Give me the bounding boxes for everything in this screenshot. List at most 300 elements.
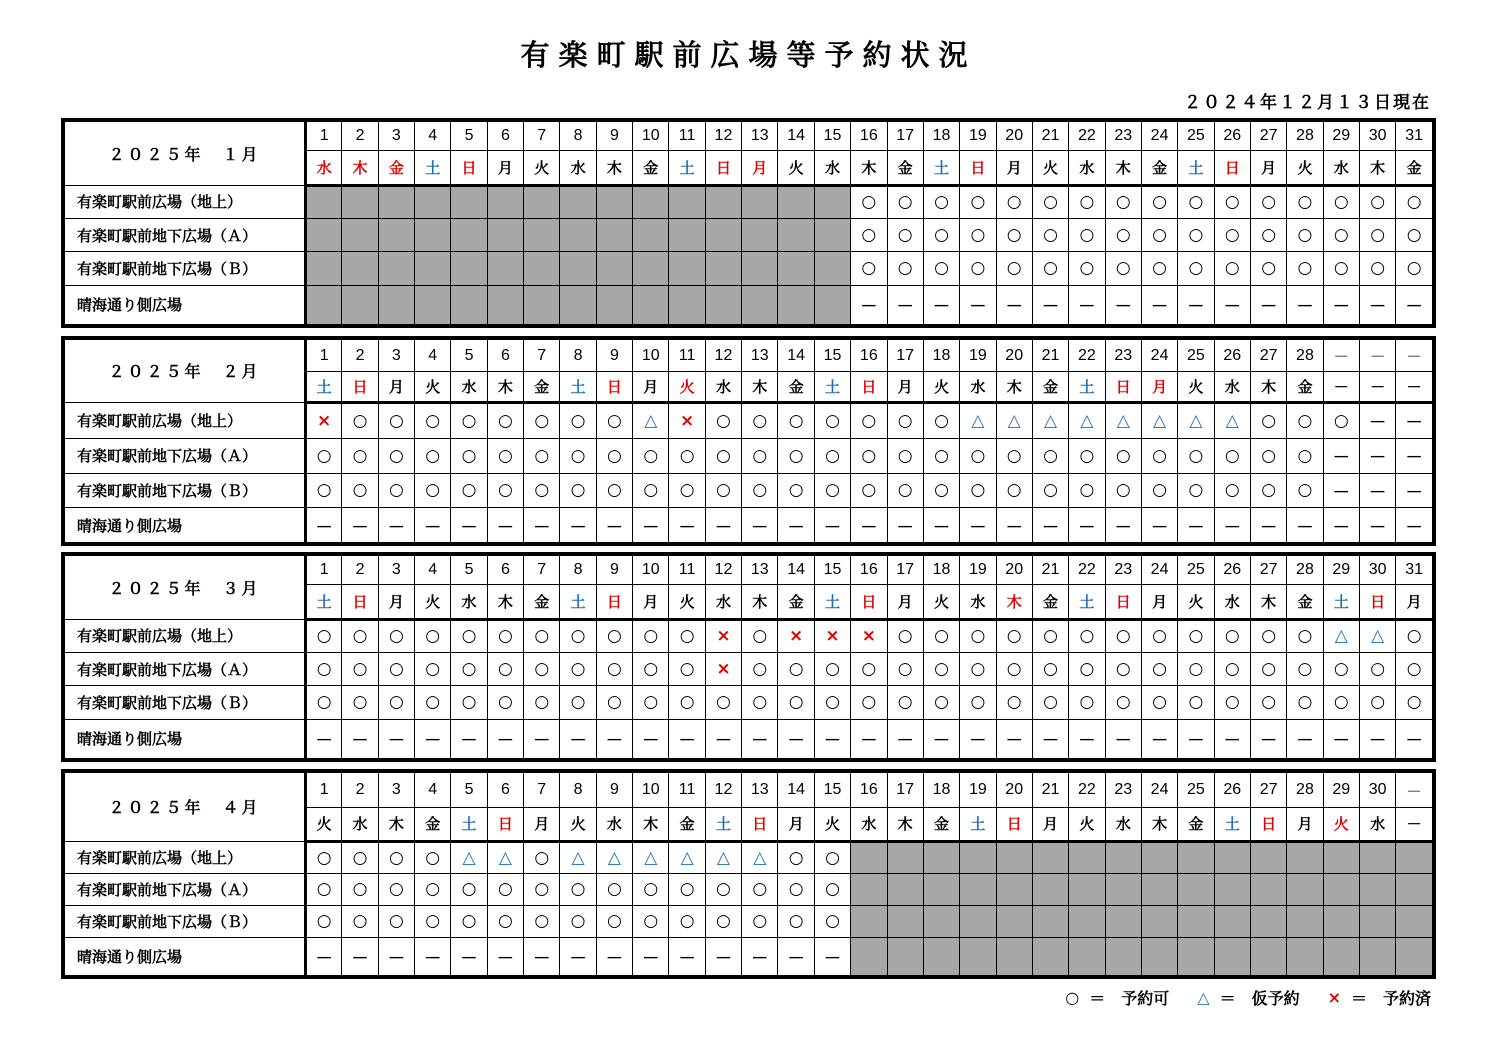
not-applicable-mark: － — [633, 719, 669, 758]
day-number: 18 — [923, 340, 959, 372]
weekday: 土 — [560, 372, 596, 403]
provisional-mark: △ — [705, 841, 741, 873]
available-mark: ○ — [487, 473, 523, 508]
venue-row — [65, 185, 1433, 218]
available-mark: ○ — [415, 619, 451, 652]
venue-label: 晴海通り側広場 — [65, 508, 306, 543]
unavailable-cell — [923, 938, 959, 976]
month-block — [61, 118, 1436, 328]
available-mark: ○ — [1032, 473, 1068, 508]
not-applicable-mark: － — [923, 508, 959, 543]
unavailable-cell — [851, 938, 887, 976]
unavailable-cell — [1287, 873, 1323, 905]
available-mark: ○ — [1250, 252, 1286, 285]
cross-icon: × — [1327, 988, 1341, 1007]
available-mark: ○ — [996, 438, 1032, 473]
page-title: 有楽町駅前広場等予約状況 — [520, 38, 977, 72]
available-mark: ○ — [1141, 619, 1177, 652]
available-mark: ○ — [1178, 252, 1214, 285]
provisional-mark: △ — [451, 841, 487, 873]
available-mark: ○ — [415, 841, 451, 873]
day-number: 26 — [1214, 340, 1250, 372]
not-applicable-mark: － — [487, 719, 523, 758]
available-mark: ○ — [1396, 686, 1433, 719]
available-mark: ○ — [742, 905, 778, 937]
day-number: 31 — [1396, 556, 1433, 585]
day-number: 8 — [560, 122, 596, 151]
day-number: 23 — [1105, 556, 1141, 585]
day-number: 10 — [633, 773, 669, 808]
available-mark: ○ — [306, 652, 342, 685]
unavailable-cell — [814, 285, 850, 324]
weekday: 土 — [814, 584, 850, 619]
weekday: 日 — [705, 150, 741, 185]
available-mark: ○ — [306, 473, 342, 508]
available-mark: ○ — [560, 402, 596, 438]
available-mark: ○ — [596, 686, 632, 719]
not-applicable-mark: － — [1178, 285, 1214, 324]
available-mark: ○ — [1250, 185, 1286, 218]
available-mark: ○ — [1214, 185, 1250, 218]
unavailable-cell — [342, 185, 378, 218]
day-number: 20 — [996, 340, 1032, 372]
not-applicable-mark: － — [560, 508, 596, 543]
unavailable-cell — [814, 252, 850, 285]
day-number: 8 — [560, 556, 596, 585]
weekday: 金 — [669, 808, 705, 842]
weekday: － — [1396, 808, 1433, 842]
weekday: 土 — [1069, 372, 1105, 403]
not-applicable-mark: － — [996, 285, 1032, 324]
available-mark: ○ — [633, 438, 669, 473]
available-mark: ○ — [705, 873, 741, 905]
circle-icon: ○ — [1065, 988, 1080, 1007]
available-mark: ○ — [960, 473, 996, 508]
not-applicable-mark: － — [923, 719, 959, 758]
day-number: 22 — [1069, 340, 1105, 372]
legend-booked — [1328, 986, 1431, 1009]
venue-label: 有楽町駅前地下広場（Ａ） — [65, 218, 306, 251]
not-applicable-mark: － — [1396, 285, 1433, 324]
month-label: ２０２５年 ３月 — [65, 556, 306, 620]
day-number: 11 — [669, 556, 705, 585]
available-mark: ○ — [1105, 686, 1141, 719]
available-mark: ○ — [1359, 218, 1395, 251]
day-number: 25 — [1178, 556, 1214, 585]
available-mark: ○ — [1105, 185, 1141, 218]
weekday: 水 — [814, 150, 850, 185]
provisional-mark: △ — [596, 841, 632, 873]
available-mark: ○ — [1214, 619, 1250, 652]
day-number: 13 — [742, 340, 778, 372]
available-mark: ○ — [342, 905, 378, 937]
day-number: 9 — [596, 340, 632, 372]
available-mark: ○ — [1105, 218, 1141, 251]
not-applicable-mark: － — [1396, 473, 1433, 508]
day-number: 1 — [306, 556, 342, 585]
available-mark: ○ — [1069, 619, 1105, 652]
available-mark: ○ — [451, 402, 487, 438]
weekday: 日 — [851, 372, 887, 403]
day-number: 2 — [342, 122, 378, 151]
unavailable-cell — [960, 905, 996, 937]
not-applicable-mark: － — [814, 508, 850, 543]
unavailable-cell — [378, 218, 414, 251]
available-mark: ○ — [778, 402, 814, 438]
day-number: － — [1323, 340, 1359, 372]
booked-mark: × — [851, 619, 887, 652]
available-mark: ○ — [996, 686, 1032, 719]
unavailable-cell — [1141, 938, 1177, 976]
available-mark: ○ — [415, 473, 451, 508]
month-table — [64, 121, 1433, 325]
day-number: 11 — [669, 773, 705, 808]
unavailable-cell — [669, 185, 705, 218]
weekday: 火 — [669, 372, 705, 403]
day-number: 25 — [1178, 340, 1214, 372]
weekday: 日 — [1105, 372, 1141, 403]
not-applicable-mark: － — [306, 938, 342, 976]
not-applicable-mark: － — [887, 508, 923, 543]
available-mark: ○ — [851, 252, 887, 285]
weekday: 水 — [1214, 372, 1250, 403]
weekday: － — [1359, 372, 1395, 403]
unavailable-cell — [1032, 873, 1068, 905]
available-mark: ○ — [1069, 473, 1105, 508]
weekday: 火 — [1323, 808, 1359, 842]
available-mark: ○ — [1396, 652, 1433, 685]
weekday: 金 — [415, 808, 451, 842]
available-mark: ○ — [814, 402, 850, 438]
available-mark: ○ — [705, 402, 741, 438]
available-mark: ○ — [1359, 652, 1395, 685]
provisional-mark: △ — [1141, 402, 1177, 438]
day-number: 28 — [1287, 122, 1323, 151]
not-applicable-mark: － — [1214, 508, 1250, 543]
venue-label: 晴海通り側広場 — [65, 285, 306, 324]
weekday: 金 — [378, 150, 414, 185]
not-applicable-mark: － — [851, 285, 887, 324]
unavailable-cell — [1250, 905, 1286, 937]
available-mark: ○ — [306, 841, 342, 873]
unavailable-cell — [415, 218, 451, 251]
not-applicable-mark: － — [1396, 508, 1433, 543]
available-mark: ○ — [1287, 686, 1323, 719]
weekday: 土 — [669, 150, 705, 185]
unavailable-cell — [633, 252, 669, 285]
not-applicable-mark: － — [342, 719, 378, 758]
not-applicable-mark: － — [778, 719, 814, 758]
unavailable-cell — [487, 218, 523, 251]
month-label: ２０２５年 ２月 — [65, 340, 306, 403]
day-number: 9 — [596, 122, 632, 151]
available-mark: ○ — [996, 652, 1032, 685]
not-applicable-mark: － — [1396, 719, 1433, 758]
weekday: 火 — [1178, 584, 1214, 619]
unavailable-cell — [778, 252, 814, 285]
available-mark: ○ — [1178, 686, 1214, 719]
available-mark: ○ — [342, 686, 378, 719]
day-number: 11 — [669, 122, 705, 151]
weekday: 日 — [1250, 808, 1286, 842]
unavailable-cell — [778, 218, 814, 251]
available-mark: ○ — [1032, 652, 1068, 685]
available-mark: ○ — [1105, 252, 1141, 285]
available-mark: ○ — [596, 402, 632, 438]
weekday: 月 — [1250, 150, 1286, 185]
unavailable-cell — [487, 285, 523, 324]
legend-available — [1065, 986, 1169, 1009]
not-applicable-mark: － — [560, 938, 596, 976]
unavailable-cell — [851, 873, 887, 905]
day-number: 28 — [1287, 556, 1323, 585]
day-number: 6 — [487, 556, 523, 585]
weekday: 日 — [1359, 584, 1395, 619]
weekday: 月 — [378, 584, 414, 619]
unavailable-cell — [705, 218, 741, 251]
not-applicable-mark: － — [306, 719, 342, 758]
available-mark: ○ — [1069, 218, 1105, 251]
available-mark: ○ — [960, 686, 996, 719]
day-number: 30 — [1359, 556, 1395, 585]
available-mark: ○ — [778, 652, 814, 685]
available-mark: ○ — [1250, 218, 1286, 251]
weekday: 水 — [596, 808, 632, 842]
available-mark: ○ — [1178, 619, 1214, 652]
not-applicable-mark: － — [669, 938, 705, 976]
provisional-mark: △ — [560, 841, 596, 873]
unavailable-cell — [669, 285, 705, 324]
not-applicable-mark: － — [378, 719, 414, 758]
weekday: 水 — [960, 584, 996, 619]
day-number: 6 — [487, 122, 523, 151]
unavailable-cell — [306, 252, 342, 285]
unavailable-cell — [1069, 873, 1105, 905]
weekday: 金 — [1032, 584, 1068, 619]
available-mark: ○ — [1141, 218, 1177, 251]
available-mark: ○ — [1069, 252, 1105, 285]
day-number: 9 — [596, 773, 632, 808]
weekday: 金 — [633, 150, 669, 185]
venue-label: 有楽町駅前広場（地上） — [65, 185, 306, 218]
day-number: 30 — [1359, 773, 1395, 808]
venue-row — [65, 652, 1433, 685]
unavailable-cell — [1323, 905, 1359, 937]
not-applicable-mark: － — [669, 508, 705, 543]
weekday: 土 — [814, 372, 850, 403]
venue-label: 有楽町駅前地下広場（Ｂ） — [65, 252, 306, 285]
day-number: 27 — [1250, 122, 1286, 151]
available-mark: ○ — [742, 402, 778, 438]
day-number: 13 — [742, 773, 778, 808]
month-table — [64, 555, 1433, 759]
available-mark: ○ — [923, 473, 959, 508]
available-mark: ○ — [923, 619, 959, 652]
unavailable-cell — [415, 252, 451, 285]
unavailable-cell — [342, 285, 378, 324]
venue-label: 有楽町駅前地下広場（Ｂ） — [65, 473, 306, 508]
available-mark: ○ — [1323, 402, 1359, 438]
available-mark: ○ — [923, 218, 959, 251]
available-mark: ○ — [1396, 619, 1433, 652]
day-number: 5 — [451, 773, 487, 808]
day-number: 1 — [306, 340, 342, 372]
unavailable-cell — [742, 252, 778, 285]
available-mark: ○ — [306, 905, 342, 937]
available-mark: ○ — [887, 619, 923, 652]
day-number: 13 — [742, 556, 778, 585]
not-applicable-mark: － — [1178, 719, 1214, 758]
weekday: 金 — [1178, 808, 1214, 842]
day-number: 18 — [923, 556, 959, 585]
weekday: 火 — [1178, 372, 1214, 403]
available-mark: ○ — [524, 841, 560, 873]
not-applicable-mark: － — [451, 719, 487, 758]
unavailable-cell — [742, 218, 778, 251]
day-number: 16 — [851, 340, 887, 372]
not-applicable-mark: － — [778, 938, 814, 976]
weekday: 土 — [1214, 808, 1250, 842]
day-number-row — [65, 556, 1433, 585]
available-mark: ○ — [778, 473, 814, 508]
weekday: 土 — [306, 584, 342, 619]
unavailable-cell — [633, 218, 669, 251]
available-mark: ○ — [742, 686, 778, 719]
weekday: 金 — [1396, 150, 1433, 185]
day-number: 15 — [814, 340, 850, 372]
available-mark: ○ — [960, 252, 996, 285]
unavailable-cell — [996, 905, 1032, 937]
weekday: 火 — [669, 584, 705, 619]
day-number: 2 — [342, 773, 378, 808]
available-mark: ○ — [415, 652, 451, 685]
weekday: 日 — [487, 808, 523, 842]
booked-mark: × — [705, 652, 741, 685]
day-number: 24 — [1141, 556, 1177, 585]
not-applicable-mark: － — [1323, 285, 1359, 324]
available-mark: ○ — [705, 473, 741, 508]
not-applicable-mark: － — [814, 719, 850, 758]
not-applicable-mark: － — [524, 719, 560, 758]
available-mark: ○ — [1178, 652, 1214, 685]
weekday: 金 — [778, 584, 814, 619]
not-applicable-mark: － — [451, 938, 487, 976]
unavailable-cell — [596, 252, 632, 285]
available-mark: ○ — [378, 686, 414, 719]
available-mark: ○ — [923, 652, 959, 685]
available-mark: ○ — [378, 402, 414, 438]
available-mark: ○ — [742, 652, 778, 685]
not-applicable-mark: － — [1287, 285, 1323, 324]
weekday: 月 — [1141, 584, 1177, 619]
weekday: 月 — [1396, 584, 1433, 619]
day-number: 19 — [960, 773, 996, 808]
not-applicable-mark: － — [1141, 285, 1177, 324]
weekday: 土 — [1323, 584, 1359, 619]
available-mark: ○ — [1032, 185, 1068, 218]
available-mark: ○ — [306, 873, 342, 905]
available-mark: ○ — [669, 619, 705, 652]
not-applicable-mark: － — [560, 719, 596, 758]
available-mark: ○ — [1396, 185, 1433, 218]
weekday: 木 — [633, 808, 669, 842]
not-applicable-mark: － — [669, 719, 705, 758]
available-mark: ○ — [778, 873, 814, 905]
unavailable-cell — [1032, 905, 1068, 937]
weekday: 木 — [742, 372, 778, 403]
weekday: 金 — [1287, 584, 1323, 619]
weekday: 土 — [1178, 150, 1214, 185]
available-mark: ○ — [560, 438, 596, 473]
venue-row — [65, 218, 1433, 251]
available-mark: ○ — [633, 905, 669, 937]
not-applicable-mark: － — [705, 938, 741, 976]
available-mark: ○ — [851, 402, 887, 438]
not-applicable-mark: － — [1359, 438, 1395, 473]
available-mark: ○ — [742, 473, 778, 508]
weekday: 水 — [560, 150, 596, 185]
unavailable-cell — [451, 285, 487, 324]
booked-mark: × — [778, 619, 814, 652]
weekday: 金 — [1287, 372, 1323, 403]
not-applicable-mark: － — [923, 285, 959, 324]
unavailable-cell — [524, 185, 560, 218]
available-mark: ○ — [487, 686, 523, 719]
available-mark: ○ — [1323, 185, 1359, 218]
weekday: 金 — [778, 372, 814, 403]
venue-row — [65, 905, 1433, 937]
available-mark: ○ — [451, 438, 487, 473]
venue-row — [65, 438, 1433, 473]
weekday: 水 — [306, 150, 342, 185]
available-mark: ○ — [1287, 652, 1323, 685]
available-mark: ○ — [996, 473, 1032, 508]
available-mark: ○ — [887, 218, 923, 251]
available-mark: ○ — [1250, 686, 1286, 719]
available-mark: ○ — [560, 686, 596, 719]
unavailable-cell — [596, 185, 632, 218]
weekday: 木 — [851, 150, 887, 185]
weekday: 金 — [923, 808, 959, 842]
day-number: 17 — [887, 340, 923, 372]
available-mark: ○ — [1396, 252, 1433, 285]
available-mark: ○ — [996, 218, 1032, 251]
venue-row — [65, 619, 1433, 652]
unavailable-cell — [742, 285, 778, 324]
day-number: 24 — [1141, 340, 1177, 372]
available-mark: ○ — [923, 686, 959, 719]
day-number: 7 — [524, 556, 560, 585]
available-mark: ○ — [1250, 438, 1286, 473]
day-number: 4 — [415, 122, 451, 151]
not-applicable-mark: － — [1032, 508, 1068, 543]
venue-row — [65, 841, 1433, 873]
booked-mark: × — [669, 402, 705, 438]
unavailable-cell — [996, 938, 1032, 976]
unavailable-cell — [633, 285, 669, 324]
day-number: 15 — [814, 773, 850, 808]
venue-label: 有楽町駅前広場（地上） — [65, 402, 306, 438]
weekday: 木 — [996, 584, 1032, 619]
unavailable-cell — [306, 185, 342, 218]
weekday: 木 — [887, 808, 923, 842]
not-applicable-mark: － — [378, 938, 414, 976]
unavailable-cell — [596, 285, 632, 324]
provisional-mark: △ — [669, 841, 705, 873]
venue-label: 有楽町駅前地下広場（Ａ） — [65, 652, 306, 685]
booked-mark: × — [814, 619, 850, 652]
available-mark: ○ — [887, 402, 923, 438]
